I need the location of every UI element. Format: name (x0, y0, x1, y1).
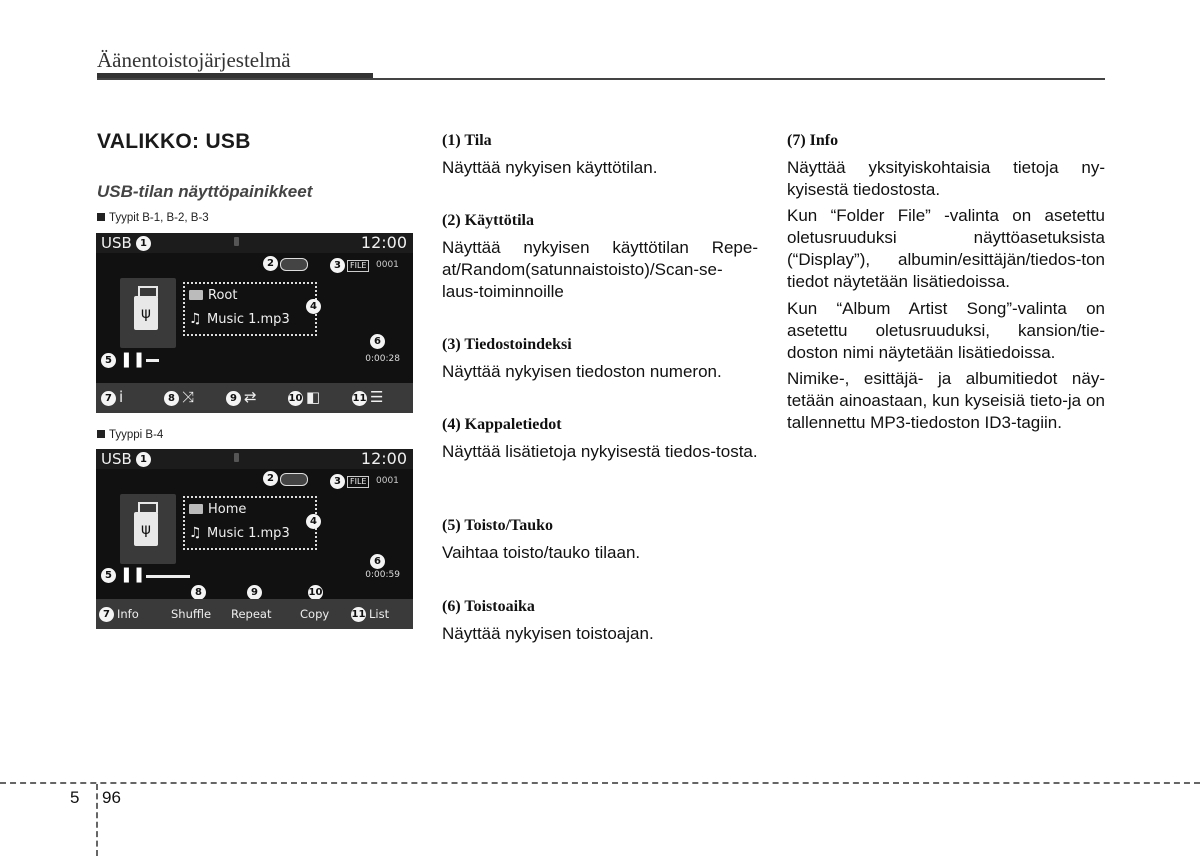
callout-5: 5 (101, 353, 116, 368)
type-label-text: Tyypit B-1, B-2, B-3 (109, 212, 209, 224)
section-head-kappaletiedot: (4) Kappaletiedot (442, 416, 562, 433)
callout-10: 10 (288, 393, 303, 404)
info-button[interactable] (101, 388, 123, 406)
repeat-icon: ⇄ (244, 388, 257, 406)
callout-4: 4 (306, 299, 321, 314)
callout-11: 11 (351, 609, 366, 620)
file-index: 0001 (376, 260, 399, 270)
callout-6: 6 (370, 554, 385, 569)
play-time: 0:00:59 (365, 570, 400, 580)
play-pause-icon[interactable]: ❚❚ (120, 565, 146, 583)
callout-2: 2 (263, 471, 278, 486)
section-text-toisto-tauko: Vaihtaa toisto/tauko tilaan. (442, 543, 641, 562)
callout-7: 7 (101, 391, 116, 406)
usb-device-icon: ψ (120, 494, 176, 564)
info-button[interactable]: Info (117, 607, 139, 621)
callout-2: 2 (263, 256, 278, 271)
type-label-text: Tyyppi B-4 (109, 429, 164, 441)
section-text-toistoaika: Näyttää nykyisen toistoajan. (442, 624, 654, 643)
bullet-square-icon (97, 430, 105, 438)
section-text-kayttotila: Näyttää nykyisen käyttötilan Repe-at/Random(satunnaistoisto)/Scan-se-laus-toiminnoille (442, 238, 758, 301)
signal-dot-icon (234, 453, 239, 462)
info-paragraph-1: Näyttää yksityiskohtaisia tietoja ny-kyisestä tiedostosta. (787, 158, 1105, 199)
bottom-button-bar (96, 383, 413, 413)
callout-8: 8 (191, 585, 206, 600)
folder-name: Root (208, 288, 238, 303)
screen-status-bar (96, 449, 413, 469)
copy-button[interactable] (288, 388, 320, 406)
folder-icon (189, 504, 203, 514)
bottom-button-bar (96, 599, 413, 629)
section-title: VALIKKO: USB (97, 130, 251, 153)
type-label-2 (97, 429, 163, 441)
folder-icon (189, 290, 203, 300)
shuffle-button[interactable]: Shuffle (171, 607, 212, 621)
section-head-info: (7) Info (787, 132, 839, 149)
callout-7: 7 (99, 607, 114, 622)
callout-4: 4 (306, 514, 321, 529)
section-head-tila: (1) Tila (442, 132, 492, 149)
progress-bar (146, 575, 190, 578)
bullet-square-icon (97, 213, 105, 221)
section-head-toistoaika: (6) Toistoaika (442, 598, 535, 615)
mode-label: USB (101, 450, 132, 468)
header-rule (97, 78, 1105, 80)
folder-name: Home (208, 502, 247, 517)
track-name: Music 1.mp3 (207, 312, 290, 327)
callout-3: 3 (330, 258, 345, 273)
usb-screen-type-b4 (96, 449, 413, 629)
callout-3: 3 (330, 474, 345, 489)
callout-9: 9 (247, 585, 262, 600)
copy-icon: ◧ (306, 388, 321, 406)
footer-rule (0, 782, 1200, 784)
clock: 12:00 (360, 233, 407, 252)
list-button[interactable]: List (369, 607, 390, 621)
callout-11: 11 (352, 393, 367, 404)
play-pause-icon[interactable]: ❚❚ (120, 350, 146, 368)
section-text-tiedostoindeksi: Näyttää nykyisen tiedoston numeron. (442, 362, 722, 381)
list-button[interactable] (352, 388, 383, 406)
music-note-icon: ♫ (189, 311, 202, 327)
callout-1: 1 (136, 236, 151, 251)
page-number: 96 (102, 788, 121, 807)
info-paragraph-3: Kun “Album Artist Song”-valinta on asetettu oletusruuduksi, kansion/tie-doston nimi näytetään lisätiedoissa. (787, 299, 1105, 362)
info-paragraph-4: Nimike-, esittäjä- ja albumitiedot näy-tetään ainoastaan, kun kyseisiä tieto-ja on tallennettu MP3-tiedoston ID3-tagiin. (787, 369, 1105, 432)
type-label-1 (97, 212, 209, 224)
usb-screen-type-b1 (96, 233, 413, 413)
callout-9: 9 (226, 391, 241, 406)
mode-label: USB (101, 234, 132, 252)
copy-button[interactable]: Copy (300, 607, 330, 621)
shuffle-icon: ⤨ (182, 388, 195, 406)
chapter-number: 5 (70, 788, 80, 807)
header-title: Äänentoistojärjestelmä (97, 48, 291, 72)
section-text-tila: Näyttää nykyisen käyttötilan. (442, 158, 658, 177)
clock: 12:00 (360, 449, 407, 468)
section-head-kayttotila: (2) Käyttötila (442, 212, 534, 229)
file-index: 0001 (376, 476, 399, 486)
play-mode-icon (280, 473, 308, 486)
repeat-button[interactable] (226, 388, 257, 406)
callout-1: 1 (136, 452, 151, 467)
info-paragraph-2: Kun “Folder File” -valinta on asetettu oletusruuduksi näyttöasetuksista (“Display”), albumin/esittäjän/tiedos-ton tiedot näytetään lisätiedoissa. (787, 206, 1105, 291)
signal-dot-icon (234, 237, 239, 246)
callout-5: 5 (101, 568, 116, 583)
track-info-box (183, 496, 317, 550)
track-name: Music 1.mp3 (207, 526, 290, 541)
file-badge: FILE (347, 476, 369, 488)
track-info-box (183, 282, 317, 336)
section-head-toisto-tauko: (5) Toisto/Tauko (442, 517, 554, 534)
play-time: 0:00:28 (365, 354, 400, 364)
play-mode-icon (280, 258, 308, 271)
callout-10: 10 (308, 587, 323, 598)
shuffle-button[interactable] (164, 388, 194, 406)
footer-divider (96, 784, 98, 856)
callout-6: 6 (370, 334, 385, 349)
callout-8: 8 (164, 391, 179, 406)
section-text-kappaletiedot: Näyttää lisätietoja nykyisestä tiedos-tosta. (442, 442, 758, 461)
file-badge: FILE (347, 260, 369, 272)
usb-device-icon: ψ (120, 278, 176, 348)
progress-bar (146, 359, 159, 362)
repeat-button[interactable]: Repeat (231, 607, 272, 621)
screen-status-bar (96, 233, 413, 253)
music-note-icon: ♫ (189, 525, 202, 541)
list-icon: ☰ (370, 388, 384, 406)
section-head-tiedostoindeksi: (3) Tiedostoindeksi (442, 336, 572, 353)
info-icon: i (119, 388, 124, 406)
section-subtitle: USB-tilan näyttöpainikkeet (97, 182, 313, 201)
